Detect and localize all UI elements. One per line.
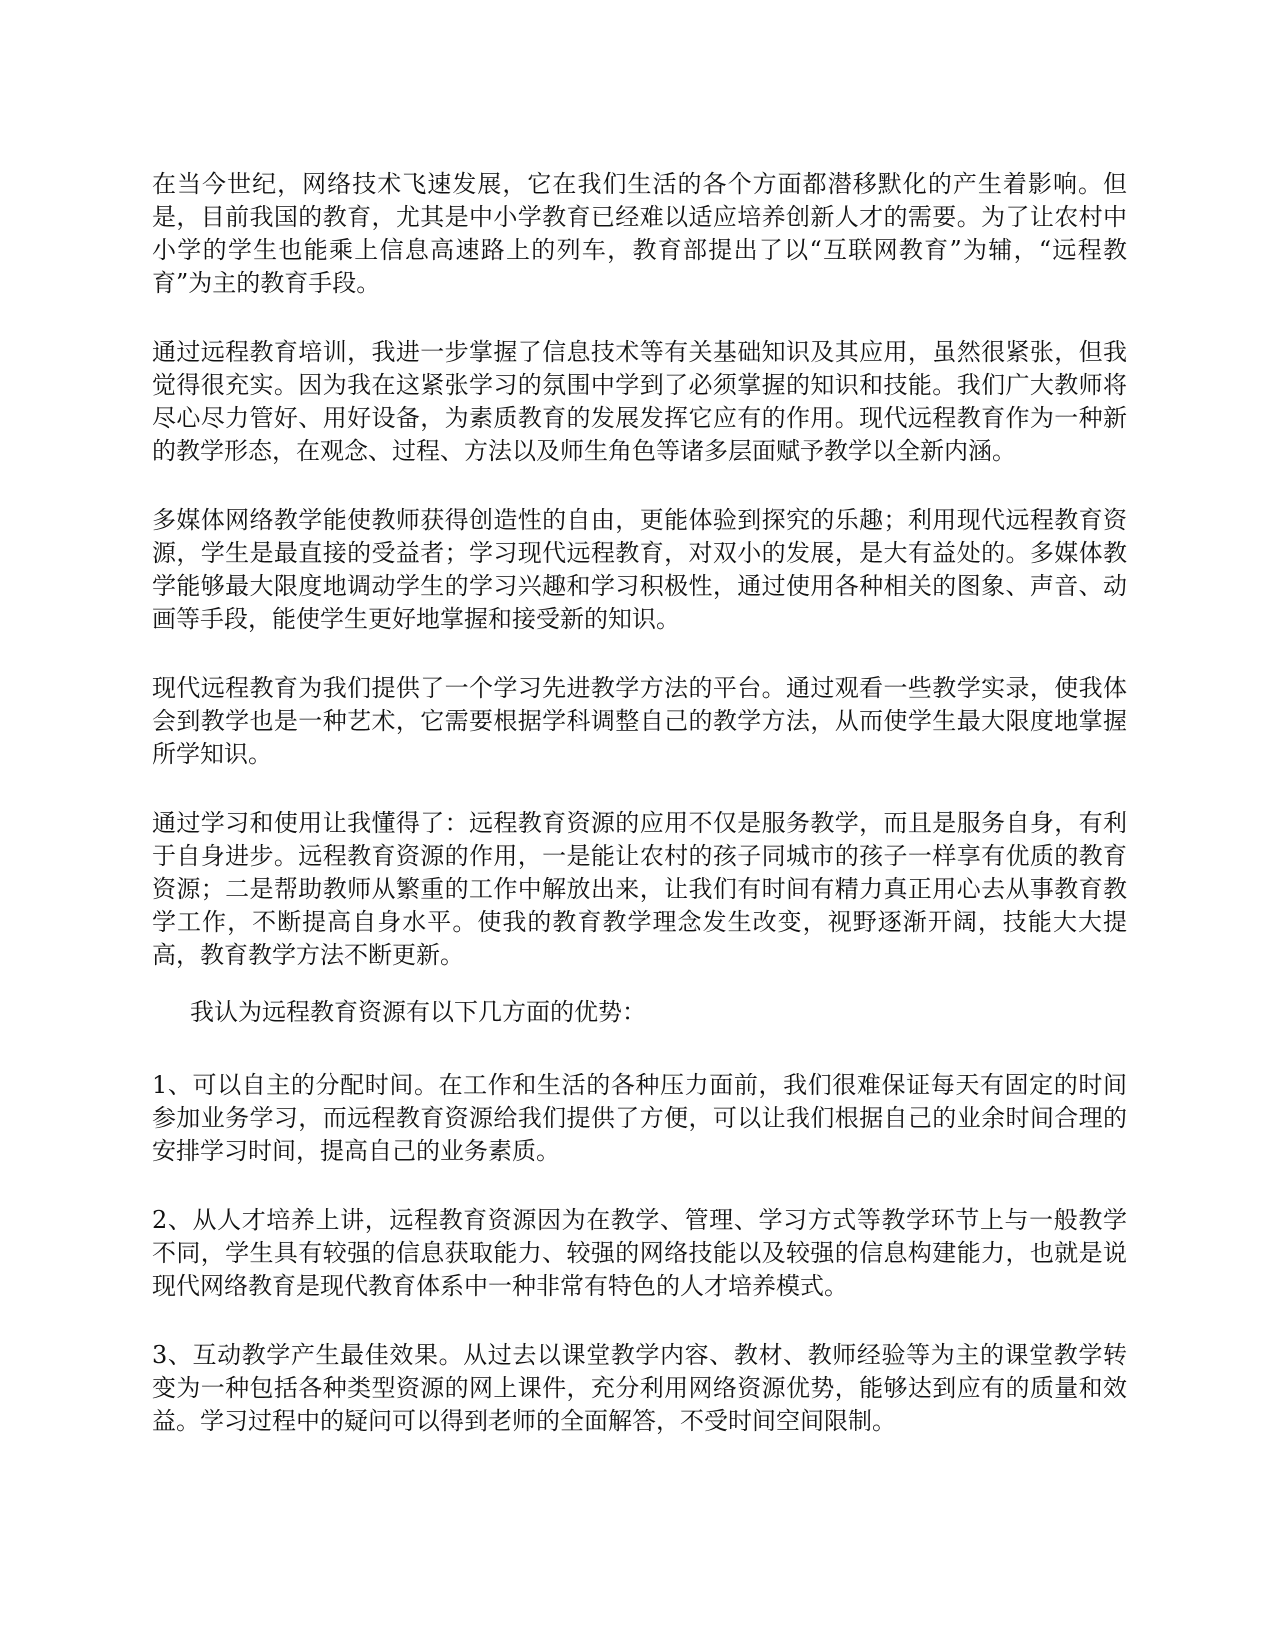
paragraph-intro: 在当今世纪，网络技术飞速发展，它在我们生活的各个方面都潜移默化的产生着影响。但是，目前我国的教育，尤其是中小学教育已经难以适应培养创新人才的需要。为了让农村中小学的学生也能乘上信息高速路上的列车，教育部提出了以“互联网教育”为辅，“远程教育”为主的教育手段。 [152,170,1127,297]
paragraph-advantage-2: 2、从人才培养上讲，远程教育资源因为在教学、管理、学习方式等教学环节上与一般教学不同，学生具有较强的信息获取能力、较强的网络技能以及较强的信息构建能力，也就是说现代网络教育是现代教育体系中一种非常有特色的人才培养模式。 [152,1206,1127,1300]
paragraph-advantage-3: 3、互动教学产生最佳效果。从过去以课堂教学内容、教材、教师经验等为主的课堂教学转变为一种包括各种类型资源的网上课件，充分利用网络资源优势，能够达到应有的质量和效益。学习过程中的疑问可以得到老师的全面解答，不受时间空间限制。 [152,1341,1127,1435]
paragraph-platform: 现代远程教育为我们提供了一个学习先进教学方法的平台。通过观看一些教学实录，使我体会到教学也是一种艺术，它需要根据学科调整自己的教学方法，从而使学生最大限度地掌握所学知识。 [152,674,1127,768]
document-body [152,168,1127,1474]
paragraph-training: 通过远程教育培训，我进一步掌握了信息技术等有关基础知识及其应用，虽然很紧张，但我觉得很充实。因为我在这紧张学习的氛围中学到了必须掌握的知识和技能。我们广大教师将尽心尽力管好、用好设备，为素质教育的发展发挥它应有的作用。现代远程教育作为一种新的教学形态，在观念、过程、方法以及师生角色等诸多层面赋予教学以全新内涵。 [152,338,1127,465]
paragraph-advantages-heading: 我认为远程教育资源有以下几方面的优势： [190,998,646,1026]
paragraph-multimedia: 多媒体网络教学能使教师获得创造性的自由，更能体验到探究的乐趣；利用现代远程教育资源，学生是最直接的受益者；学习现代远程教育，对双小的发展，是大有益处的。多媒体教学能够最大限度地调动学生的学习兴趣和学习积极性，通过使用各种相关的图象、声音、动画等手段，能使学生更好地掌握和接受新的知识。 [152,506,1127,633]
paragraph-understanding: 通过学习和使用让我懂得了：远程教育资源的应用不仅是服务教学，而且是服务自身，有利于自身进步。远程教育资源的作用，一是能让农村的孩子同城市的孩子一样享有优质的教育资源；二是帮助教师从繁重的工作中解放出来，让我们有时间有精力真正用心去从事教育教学工作，不断提高自身水平。使我的教育教学理念发生改变，视野逐渐开阔，技能大大提高，教育教学方法不断更新。 [152,809,1127,969]
paragraph-advantage-1: 1、可以自主的分配时间。在工作和生活的各种压力面前，我们很难保证每天有固定的时间参加业务学习，而远程教育资源给我们提供了方便，可以让我们根据自己的业余时间合理的安排学习时间，提高自己的业务素质。 [152,1071,1127,1165]
